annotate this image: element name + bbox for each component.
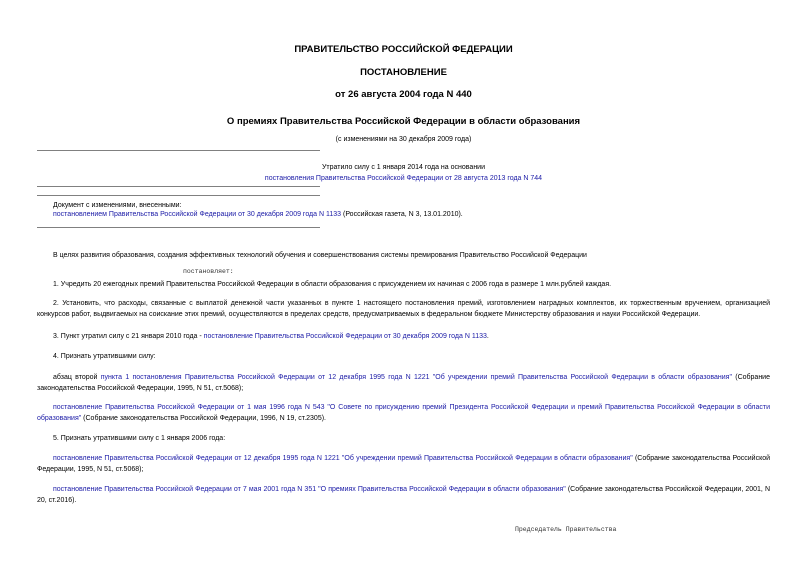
- paragraph-5: 5. Признать утратившими силу с 1 января 2006 года:: [53, 435, 226, 442]
- paragraph-3-link[interactable]: постановление Правительства Российской Федерации от 30 декабря 2009 года N 1133: [203, 333, 487, 340]
- paragraph-4: 4. Признать утратившими силу:: [53, 353, 156, 360]
- paragraph-3-end: .: [486, 333, 489, 340]
- paragraph-4b: [37, 403, 770, 424]
- paragraph-3-text: 3. Пункт утратил силу с 21 января 2010 года -: [53, 333, 204, 340]
- document-date: от 26 августа 2004 года N 440: [335, 89, 472, 100]
- divider: [37, 227, 320, 228]
- changes-line: [53, 210, 463, 220]
- paragraph-4b-source: (Собрание законодательства Российской Федерации, 1996, N 19, ст.2305).: [81, 414, 326, 422]
- changes-source: (Российская газета, N 3, 13.01.2010).: [341, 211, 463, 218]
- paragraph-4a-source: (Собрание законодательства Российской Федерации, 1995, N 51, ст.5068);: [37, 374, 770, 392]
- document-title: О премиях Правительства Российской Федерации в области образования: [226, 116, 581, 127]
- paragraph-4a-pre: абзац второй: [53, 374, 101, 381]
- preamble: В целях развития образования, создания эффективных технологий обучения и совершенствования системы премирования Правительство Российской Федерации: [53, 252, 587, 259]
- divider: [37, 195, 320, 196]
- resolves-word: постановляет:: [183, 268, 234, 275]
- changes-link[interactable]: постановлением Правительства Российской Федерации от 30 декабря 2009 года N 1133: [53, 211, 342, 218]
- paragraph-4a: [37, 373, 770, 394]
- paragraph-2: 2. Установить, что расходы, связанные с выплатой денежной части указанных в пункте 1 настоящего постановления премий, изготовлением наградных комплектов, их торжественным вручением, организацией конкурсов работ, выдвигаемых на соискание этих премий, осуществляются в пределах средств, предусматриваемых в федеральном бюджете Министерству образования и науки Российской Федерации.: [37, 300, 770, 318]
- signature-title: Председатель Правительства: [515, 526, 617, 533]
- government-heading: ПРАВИТЕЛЬСТВО РОССИЙСКОЙ ФЕДЕРАЦИИ: [294, 44, 513, 55]
- paragraph-3: [53, 332, 773, 342]
- document-type: ПОСТАНОВЛЕНИЕ: [360, 67, 447, 78]
- lapsed-notice: Утратило силу с 1 января 2014 года на основании: [321, 164, 486, 171]
- lapsed-basis-link[interactable]: постановления Правительства Российской Федерации от 28 августа 2013 года N 744: [264, 175, 543, 182]
- amendment-note: (с изменениями на 30 декабря 2009 года): [335, 136, 472, 143]
- paragraph-5a-link[interactable]: постановление Правительства Российской Федерации от 12 декабря 1995 года N 1221 "Об учреждении премий Правительства Российской Федерации в области образования": [53, 455, 633, 462]
- paragraph-4a-link[interactable]: пункта 1 постановления Правительства Российской Федерации от 12 декабря 1995 года N 1221 "Об учреждении премий Правительства Российской Федерации в области образования": [100, 374, 732, 381]
- paragraph-5a-source: (Собрание законодательства Российской Федерации, 1995, N 51, ст.5068);: [37, 455, 771, 473]
- paragraph-4b-link[interactable]: постановление Правительства Российской Федерации от 1 мая 1996 года N 543 "О Совете по присуждению премий Президента Российской Федерации и премий Правительства Российской Федерации в области образования": [37, 404, 770, 422]
- paragraph-5b: [37, 485, 770, 506]
- paragraph-5a: [37, 454, 770, 475]
- divider: [37, 186, 320, 187]
- changes-label: Документ с изменениями, внесенными:: [53, 202, 182, 209]
- paragraph-5b-link[interactable]: постановление Правительства Российской Федерации от 7 мая 2001 года N 351 "О премиях Правительства Российской Федерации в области образования": [53, 486, 566, 493]
- paragraph-5b-source: (Собрание законодательства Российской Федерации, 2001, N 20, ст.2016).: [37, 486, 771, 504]
- divider: [37, 150, 320, 151]
- paragraph-1: 1. Учредить 20 ежегодных премий Правительства Российской Федерации в области образования с присуждением их начиная с 2006 года в размере 1 млн.рублей каждая.: [53, 281, 612, 288]
